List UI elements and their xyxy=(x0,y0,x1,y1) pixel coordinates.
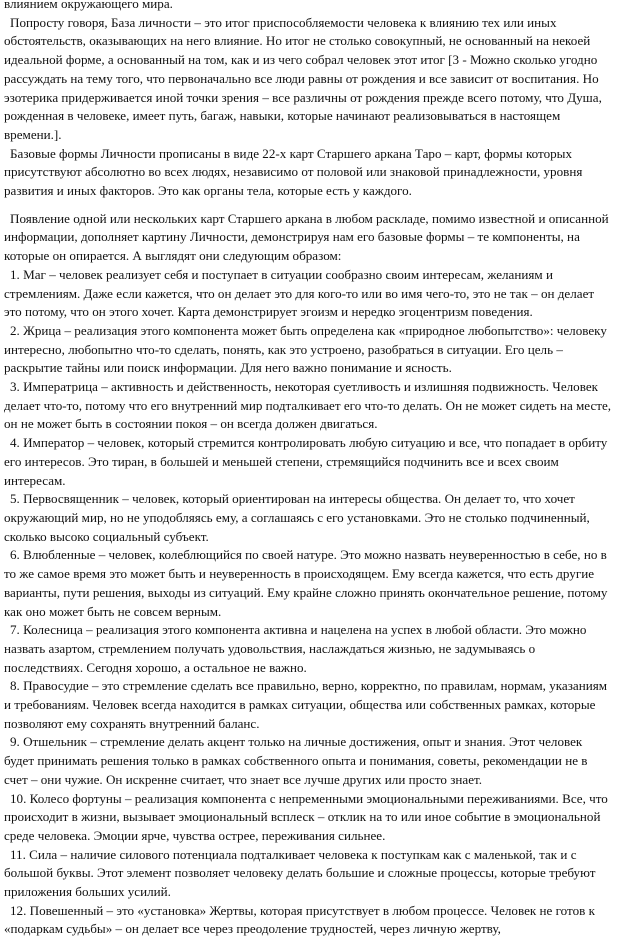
list-item-hermit: 9. Отшельник – стремление делать акцент только на личные достижения, опыт и знания. Этот человек будет принимать решения только в рамках собственного опыта и понимания, советы, рекомендации не в счет – они чужие. Он искренне считает, что знает все лучше других или просто знает. xyxy=(4,734,588,787)
list-item-hanged-man: 12. Повешенный – это «установка» Жертвы, которая присутствует в любом процессе. Человек не готов к «подаркам судьбы» – он делает все через преодоление трудностей, через личную жертву, xyxy=(4,902,595,937)
paragraph-personality-base: Попросту говоря, База личности – это итог приспособляемости человека к влиянию тех или иных обстоятельств, оказывающих на него влияние. Но итог не столько совокупный, не основанный на некоей идеальной форме, а основанный на том, как и из чего собрал человек этот итог [3 - Можно сколько угодно рассуждать на тему того, что первоначально все люди равны от рождения и все зависит от воспитания. Но эзотерика придерживается иной точки зрения – все различны от рождения прежде всего потому, что Душа, рожденная в человеке, имеет путь, багаж, навыки, которые начинают реализовываться в настоящем времени.]. xyxy=(4,14,602,142)
paragraph-intro-tail: влиянием окружающего мира. xyxy=(4,0,173,11)
paragraph-major-arcana: Появление одной или нескольких карт Старшего аркана в любом раскладе, помимо известной и описанной информации, дополняет картину Личности, демонстрируя нам его базовые формы – те компоненты, на которые он опирается. А выглядят они следующим образом: xyxy=(4,210,609,264)
list-item-wheel-of-fortune: 10. Колесо фортуны – реализация компонента с непременными эмоциональными переживаниями. Все, что происходит в жизни, вызывает эмоциональный всплеск – отклик на то или иное событие в эмоциональной среде человека. Эмоции ярче, чувства острее, переживания сильнее. xyxy=(4,790,608,843)
list-item-chariot: 7. Колесница – реализация этого компонента активна и нацелена на успех в любой области. Это можно назвать азартом, стремлением получать удовольствия, наслаждаться жизнью, не задумываясь о последствиях. Сегодня хорошо, а остальное не важно. xyxy=(4,622,587,675)
list-item-emperor: 4. Император – человек, который стремится контролировать любую ситуацию и все, что попадает в орбиту его интересов. Это тиран, в большей и меньшей степени, стремящийся подчинить все и всех своим интересам. xyxy=(4,435,608,488)
list-item-hierophant: 5. Первосвященник – человек, который ориентирован на интересы общества. Он делает то, что хочет окружающий мир, но не уподобляясь ему, а соглашаясь с его установками. Это не столько подчиненный, сколько высоко социальный субъект. xyxy=(4,491,590,544)
paragraph-base-forms: Базовые формы Личности прописаны в виде 22-х карт Старшего аркана Таро – карт, формы которых присутствуют абсолютно во всех людях, независимо от половой или знаковой принадлежности, уровня развития и иных факторов. Это как органы тела, которые есть у каждого. xyxy=(4,145,583,199)
list-item-magician: 1. Маг – человек реализует себя и поступает в ситуации сообразно своим интересам, желаниям и стремлениям. Даже если кажется, что он делает это для кого-то или во имя чего-то, это не так – он делает это потому, что он этого хочет. Карта демонстрирует эгоизм и нередко эгоцентризм поведения. xyxy=(4,266,595,320)
list-item-high-priestess: 2. Жрица – реализация этого компонента может быть определена как «природное любопытство»: человеку интересно, любопытно что-то сделать, понять, как это устроено, разобраться в ситуации. Его цель – раскрытие тайны или поиск информации. Для него важно понимание и ясность. xyxy=(4,322,607,376)
list-item-lovers: 6. Влюбленные – человек, колеблющийся по своей натуре. Это можно назвать неуверенностью в себе, но в то же самое время это может быть и неуверенность в происходящем. Ему всегда кажется, что есть другие варианты, пути решения, выходы из ситуаций. Ему крайне сложно принять окончательное решение, потому как оно может быть не совсем верным. xyxy=(4,547,608,619)
list-item-strength: 11. Сила – наличие силового потенциала подталкивает человека к поступкам как с маленькой, так и с большой буквы. Этот элемент позволяет человеку делать большие и сложные процессы, которые требуют приложения больших усилий. xyxy=(4,846,596,900)
list-item-justice: 8. Правосудие – это стремление сделать все правильно, верно, корректно, по правилам, нормам, указаниям и требованиям. Человек всегда находится в рамках ситуации, общества или собственных рамках, которые позволяют ему сохранять внутренний баланс. xyxy=(4,678,608,731)
list-item-empress: 3. Императрица – активность и действенность, некоторая суетливость и излишняя подвижность. Человек делает что-то, потому что его внутренний мир подталкивает его что-то делать. Он не может сидеть на месте, он не может быть в состоянии покоя – он всегда должен двигаться. xyxy=(4,379,612,432)
